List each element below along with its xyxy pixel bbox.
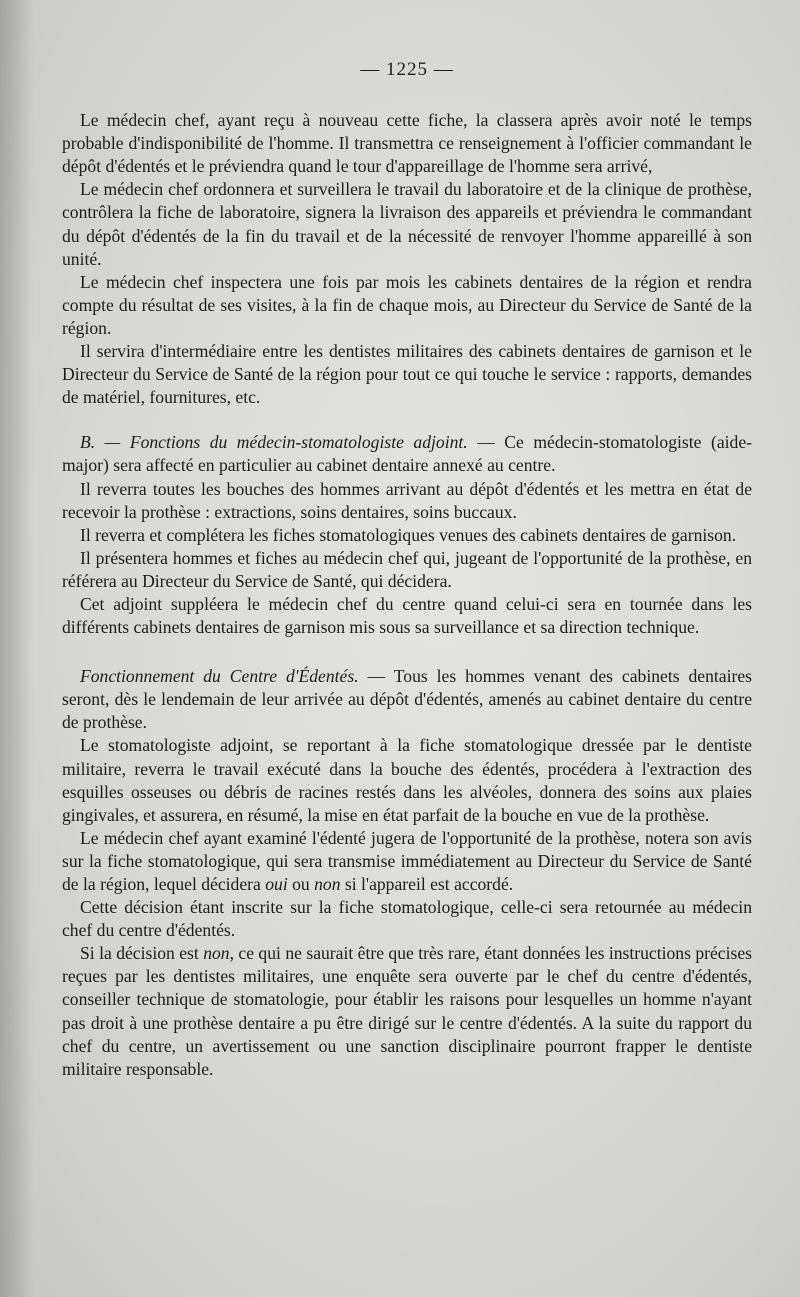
final-text: Si la décision est [80, 943, 204, 964]
paragraph: Cette décision étant inscrite sur la fiche stomatologique, celle-ci sera retournée au médecin chef du centre d'édentés. [62, 897, 752, 941]
paragraph: Le stomatologiste adjoint, se reportant à la fiche stomatologique dressée par le dentiste militaire, reverra le travail exécuté dans la bouche des édentés, procédera à l'extraction des esquilles osseuses ou débris de racines restés dans les alvéoles, donnera des soins aux plaies gingivales, et assurera, en résumé, la mise en état parfait de la bouche en vue de la prothèse. [62, 735, 752, 825]
decision-text: Le médecin chef ayant examiné l'édenté jugera de l'opportunité de la prothèse, notera son avis sur la fiche stomatologique, qui sera transmise immédiatement au Directeur du Service de Santé de la région, lequel décidera [62, 827, 752, 894]
text-column [62, 58, 752, 1081]
section-gap [62, 409, 752, 431]
final-non: non [203, 943, 230, 964]
paragraph: Le médecin chef ordonnera et surveillera le travail du laboratoire et de la clinique de prothèse, contrôlera la fiche de laboratoire, signera la livraison des appareils et préviendra le commandant du dépôt d'édentés de la fin du travail et de la nécessité de renvoyer l'homme appareillé à son unité. [62, 179, 752, 269]
decision-oui: oui [265, 874, 288, 894]
decision-text: si l'appareil est accordé. [340, 874, 514, 894]
paragraph: Il présentera hommes et fiches au médecin chef qui, jugeant de l'opportunité de la prothèse, en référera au Directeur du Service de Santé, qui décidera. [62, 547, 752, 591]
paragraph: Il reverra et complétera les fiches stomatologiques venues des cabinets dentaires de garnison. [80, 524, 737, 545]
page-edge-shadow [0, 0, 34, 1297]
decision-non: non [314, 874, 341, 894]
paragraph: Il reverra toutes les bouches des hommes arrivant au dépôt d'édentés et les mettra en état de recevoir la prothèse : extractions, soins dentaires, soins buccaux. [62, 478, 752, 522]
paragraph: Il servira d'intermédiaire entre les dentistes militaires des cabinets dentaires de garnison et le Directeur du Service de Santé de la région pour tout ce qui touche le service : rapports, demandes de matériel, fournitures, etc. [62, 341, 752, 408]
section-c-lead-text: — Tous les hommes venant des cabinets dentaires seront, dès le lendemain de leur arrivée au dépôt d'édentés, amenés au cabinet dentaire du centre de prothèse. [62, 666, 752, 733]
section-b-lead-paragraph [62, 431, 752, 477]
section-c-heading: Fonctionnement du Centre d'Édentés. [80, 666, 359, 687]
final-text: , ce qui ne saurait être que très rare, étant données les instructions précises reçues par les dentistes militaires, une enquête sera ouverte par le chef du centre d'édentés, conseiller technique de stomatologie, pour établir les raisons pour lesquelles un homme n'ayant pas droit à une prothèse dentaire a pu être dirigé sur le centre d'édentés. A la suite du rapport du chef du centre, un avertissement ou une sanction disciplinaire pourront frapper le dentiste militaire responsable. [62, 943, 752, 1079]
decision-paragraph [62, 827, 752, 896]
decision-text: ou [287, 874, 315, 894]
paragraph: Le médecin chef, ayant reçu à nouveau cette fiche, la classera après avoir noté le temps probable d'indisponibilité de l'homme. Il transmettra ce renseignement à l'officier commandant le dépôt d'édentés et le préviendra quand le tour d'appareillage de l'homme sera arrivé, [62, 110, 752, 177]
page-number: — 1225 — [360, 59, 454, 80]
section-b-heading: B. — Fonctions du médecin-stomatologiste adjoint. [80, 432, 468, 453]
final-paragraph [62, 942, 752, 1081]
section-c-lead-paragraph [62, 665, 752, 734]
paragraph: Cet adjoint suppléera le médecin chef du centre quand celui-ci sera en tournée dans les différents cabinets dentaires de garnison mis sous sa surveillance et sa direction technique. [62, 593, 752, 638]
section-b-lead-text: — Ce médecin-stomatologiste (aide-major) sera affecté en particulier au cabinet dentaire annexé au centre. [62, 432, 752, 476]
section-gap [62, 639, 752, 665]
paragraph: Le médecin chef inspectera une fois par mois les cabinets dentaires de la région et rendra compte du résultat de ses visites, à la fin de chaque mois, au Directeur du Service de Santé de la région. [62, 271, 752, 338]
